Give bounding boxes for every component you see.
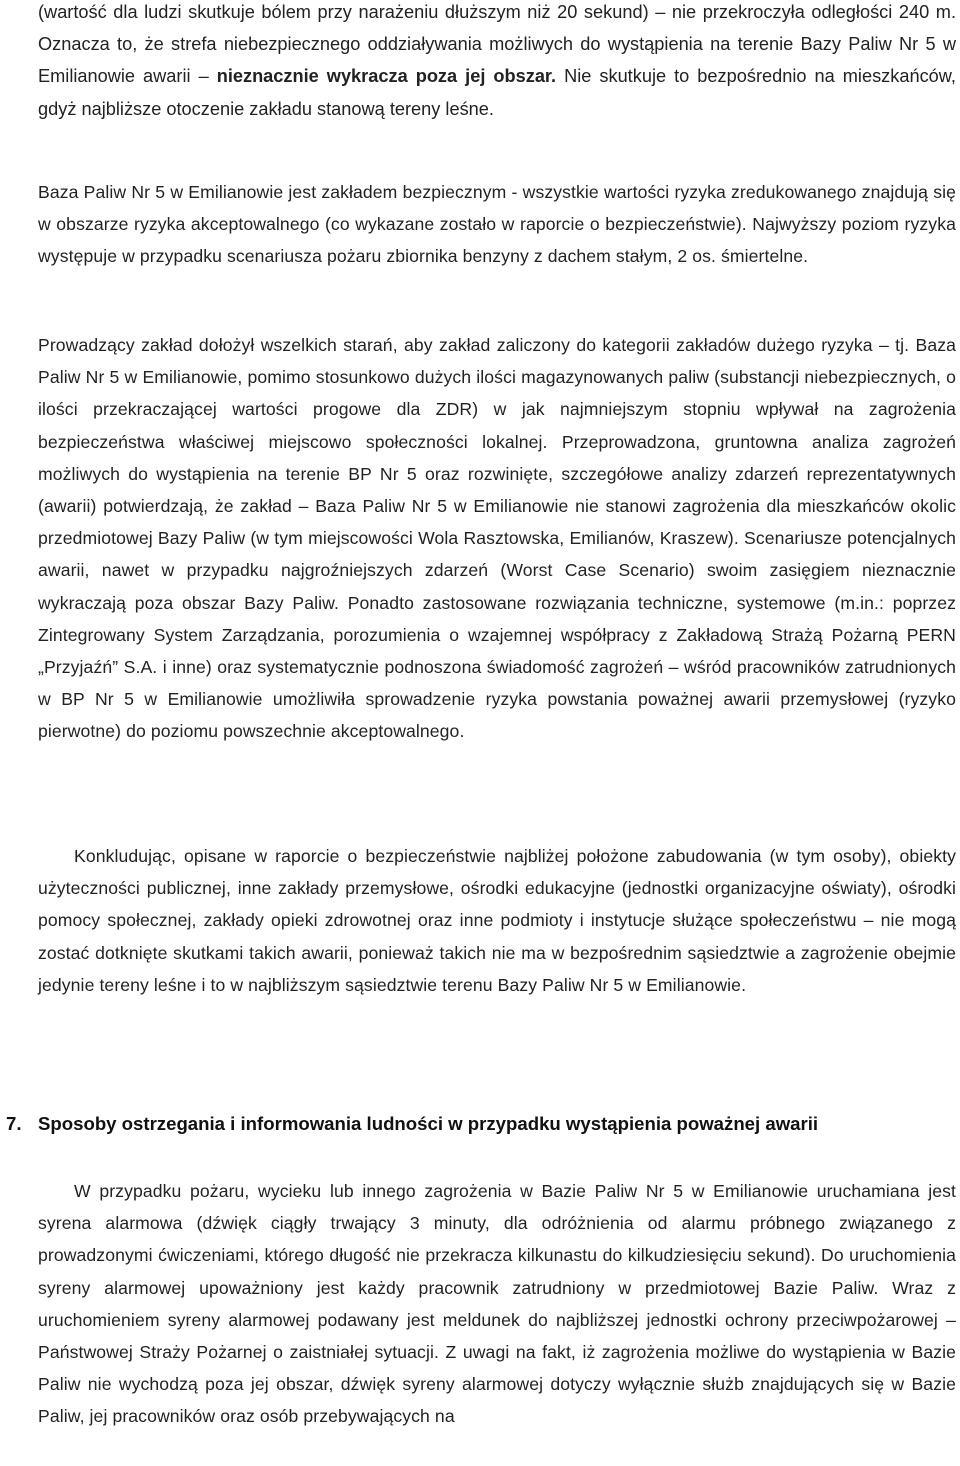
paragraph-risk-level: Baza Paliw Nr 5 w Emilianowie jest zakładem bezpiecznym - wszystkie wartości ryzyka zredukowanego znajdują się w obszarze ryzyka akceptowalnego (co wykazane zostało w raporcie o bezpieczeństwie). Najwyższy poziom ryzyka występuje w przypadku scenariusza pożaru zbiornika benzyny z dachem stałym, 2 os. śmiertelne. <box>38 182 956 267</box>
paragraph-hazard-zone <box>38 0 956 125</box>
section-title: Sposoby ostrzegania i informowania ludności w przypadku wystąpienia poważnej awarii <box>38 1113 819 1134</box>
paragraph-conclusion: Konkludując, opisane w raporcie o bezpieczeństwie najbliżej położone zabudowania (w tym osoby), obiekty użyteczności publicznej, inne zakłady przemysłowe, ośrodki edukacyjne (jednostki organizacyjne oświaty), ośrodki pomocy społecznej, zakłady opieki zdrowotnej oraz inne podmioty i instytucje służące społeczeństwu – nie mogą zostać dotknięte skutkami takich awarii, ponieważ takich nie ma w bezpośrednim sąsiedztwie a zagrożenie obejmie jedynie tereny leśne i to w najbliższym sąsiedztwie terenu Bazy Paliw Nr 5 w Emilianowie. <box>38 846 956 995</box>
paragraph-hazard-zone-bold: nieznacznie wykracza poza jej obszar. <box>216 66 557 87</box>
section-number: 7. <box>6 1113 22 1134</box>
paragraph-alarm-siren: W przypadku pożaru, wycieku lub innego zagrożenia w Bazie Paliw Nr 5 w Emilianowie uruchamiana jest syrena alarmowa (dźwięk ciągły trwający 3 minuty, dla odróżnienia od alarmu próbnego związanego z prowadzonymi ćwiczeniami, którego długość nie przekracza kilkunastu do kilkudziesięciu sekund). Do uruchomienia syreny alarmowej upoważniony jest każdy pracownik zatrudniony w przedmiotowej Bazie Paliw. Wraz z uruchomieniem syreny alarmowej podawany jest meldunek do najbliższej jednostki ochrony przeciwpożarowej – Państwowej Straży Pożarnej o zaistniałej sytuacji. Z uwagi na fakt, iż zagrożenia możliwe do wystąpienia w Bazie Paliw nie wychodzą poza jej obszar, dźwięk syreny alarmowej dotyczy wyłącznie służb znajdujących się w Bazie Paliw, jej pracowników oraz osób przebywających na <box>38 1181 956 1427</box>
paragraph-hazard-zone-text: (wartość dla ludzi skutkuje bólem przy narażeniu dłuższym niż 20 sekund) – nie przekroczyła odległości 240 m. Oznacza to, że strefa niebezpiecznego oddziaływania możliwych do wystąpienia na terenie Bazy Paliw Nr 5 w Emilianowie awarii – <box>38 2 956 87</box>
paragraph-operator-measures: Prowadzący zakład dołożył wszelkich starań, aby zakład zaliczony do kategorii zakładów dużego ryzyka – tj. Baza Paliw Nr 5 w Emilianowie, pomimo stosunkowo dużych ilości magazynowanych paliw (substancji niebezpiecznych, o ilości przekraczającej wartości progowe dla ZDR) w jak najmniejszym stopniu wpływał na zagrożenia bezpieczeństwa właściwej miejscowo społeczności lokalnej. Przeprowadzona, gruntowna analiza zagrożeń możliwych do wystąpienia na terenie BP Nr 5 oraz rozwinięte, szczegółowe analizy zdarzeń reprezentatywnych (awarii) potwierdzają, że zakład – Baza Paliw Nr 5 w Emilianowie nie stanowi zagrożenia dla mieszkańców okolic przedmiotowej Bazy Paliw (w tym miejscowości Wola Rasztowska, Emilianów, Kraszew). Scenariusze potencjalnych awarii, nawet w przypadku najgroźniejszych zdarzeń (Worst Case Scenario) swoim zasięgiem nieznacznie wykraczają poza obszar Bazy Paliw. Ponadto zastosowane rozwiązania techniczne, systemowe (m.in.: poprzez Zintegrowany System Zarządzania, porozumienia o wzajemnej współpracy z Zakładową Strażą Pożarną PERN „Przyjaźń” S.A. i inne) oraz systematycznie podnoszona świadomość zagrożeń – wśród pracowników zatrudnionych w BP Nr 5 w Emilianowie umożliwiła sprowadzenie ryzyka powstania poważnej awarii przemysłowej (ryzyko pierwotne) do poziomu powszechnie akceptowalnego. <box>38 335 956 742</box>
paragraph-hazard-zone-tail: Nie skutkuje to bezpośrednio na mieszkańców, gdyż najbliższe otoczenie zakładu stanową tereny leśne. <box>38 66 956 119</box>
section-heading <box>6 1110 956 1138</box>
